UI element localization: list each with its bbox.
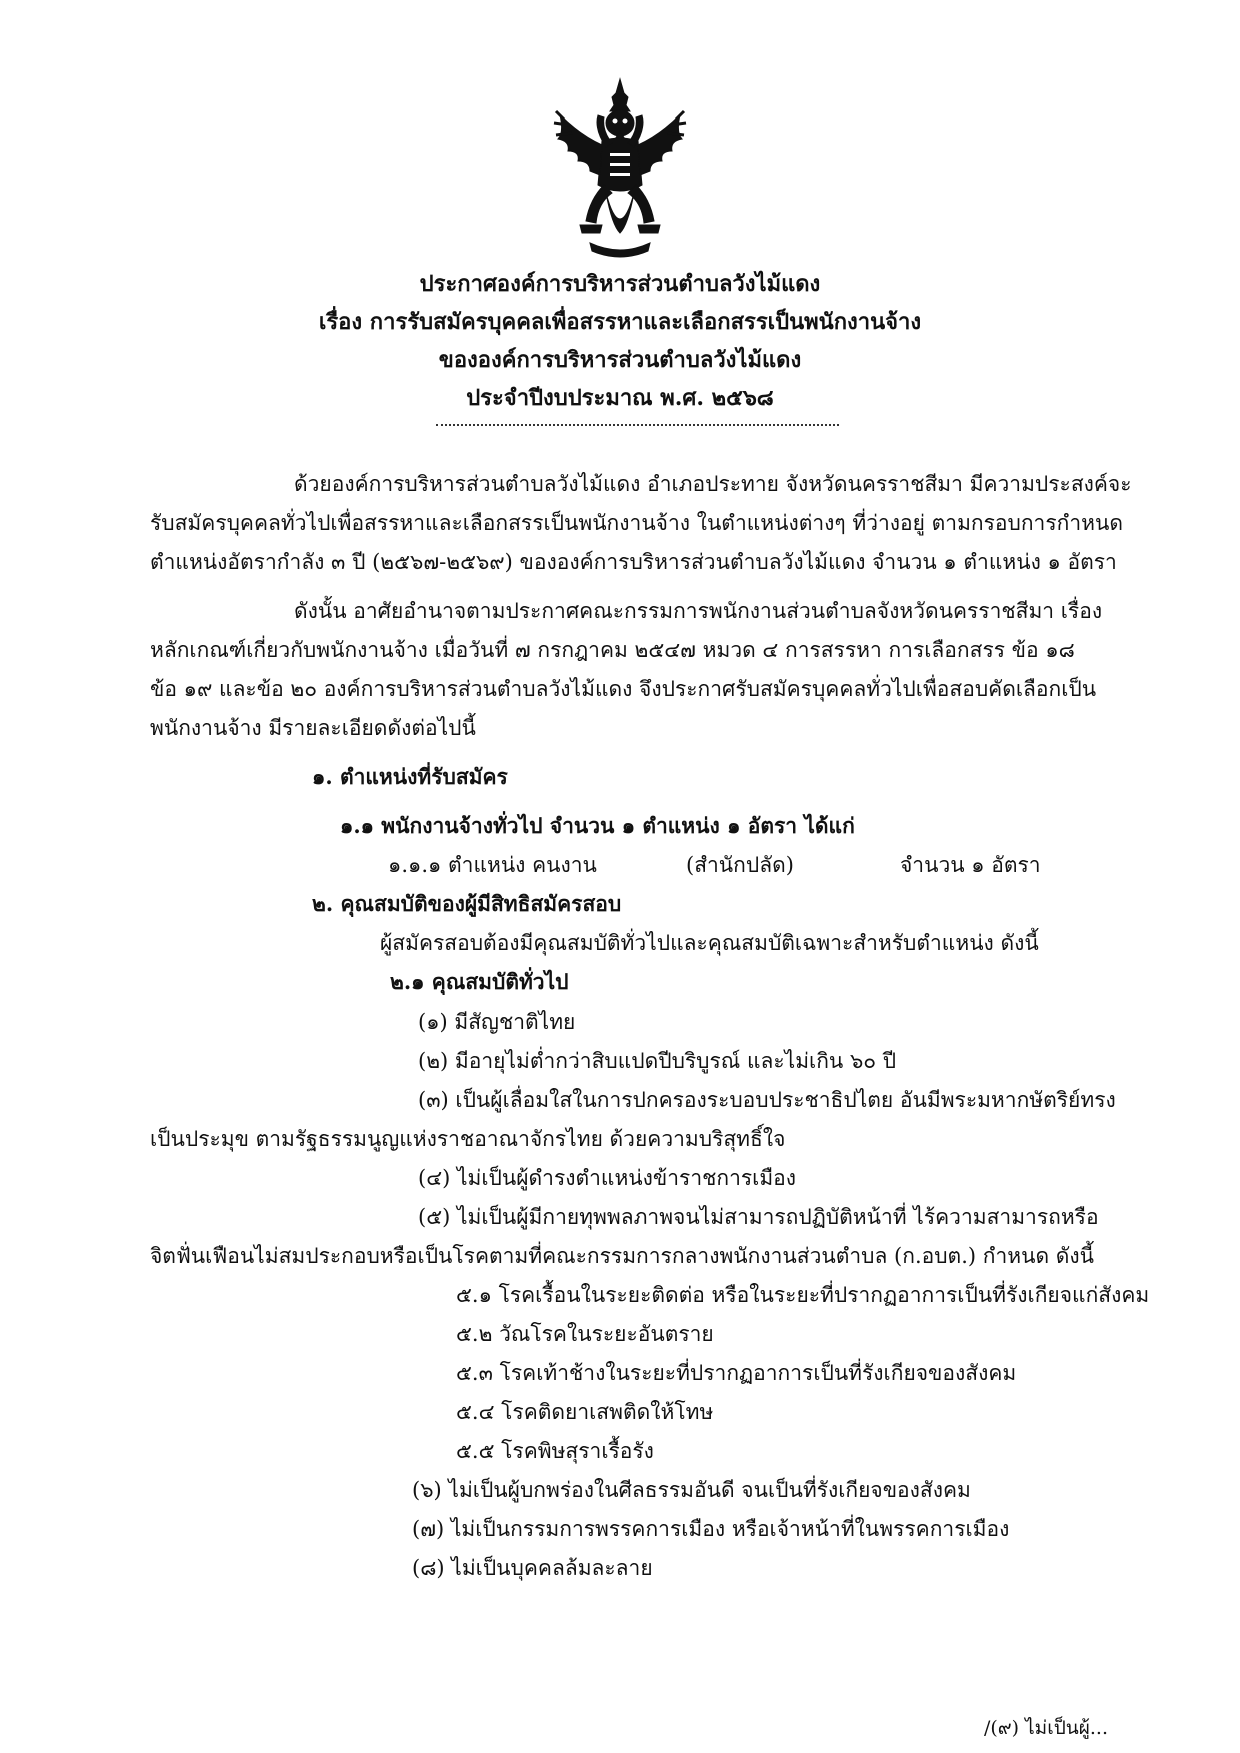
qualification-item-3-line2: เป็นประมุข ตามรัฐธรรมนูญแห่งราชอาณาจักรไทย ด้วยความบริสุทธิ์ใจ [150,1127,786,1151]
garuda-emblem-icon [550,75,690,263]
intro-p1-line1: ด้วยองค์การบริหารส่วนตำบลวังไม้แดง อำเภอประทาย จังหวัดนครราชสีมา มีความประสงค์จะ [294,472,1132,496]
announcement-title: ประกาศองค์การบริหารส่วนตำบลวังไม้แดง [419,271,821,297]
qualification-item-2: (๒) มีอายุไม่ต่ำกว่าสิบแปดปีบริบูรณ์ และไม่เกิน ๖๐ ปี [418,1049,897,1073]
intro-p2-line1: ดังนั้น อาศัยอำนาจตามประกาศคณะกรรมการพนักงานส่วนตำบลจังหวัดนครราชสีมา เรื่อง [294,599,1103,623]
qualification-item-1: (๑) มีสัญชาติไทย [418,1010,576,1034]
intro-p1-line2: รับสมัครบุคคลทั่วไปเพื่อสรรหาและเลือกสรรเป็นพนักงานจ้าง ในตำแหน่งต่างๆ ที่ว่างอยู่ ตามกรอบการกำหนด [150,511,1123,535]
intro-p1-line3: ตำแหน่งอัตรากำลัง ๓ ปี (๒๕๖๗-๒๕๖๙) ขององค์การบริหารส่วนตำบลวังไม้แดง จำนวน ๑ ตำแหน่ง ๑ อัตรา [150,550,1117,574]
qualification-item-7: (๗) ไม่เป็นกรรมการพรรคการเมือง หรือเจ้าหน้าที่ในพรรคการเมือง [412,1517,1010,1541]
fiscal-year: ประจำปีงบประมาณ พ.ศ. ๒๕๖๘ [466,385,774,411]
intro-p2-line4: พนักงานจ้าง มีรายละเอียดดังต่อไปนี้ [150,716,476,740]
qualification-item-8: (๘) ไม่เป็นบุคคลล้มละลาย [412,1556,653,1580]
announcement-subject-cont: ขององค์การบริหารส่วนตำบลวังไม้แดง [438,347,802,373]
disease-item-1: ๕.๑ โรคเรื้อนในระยะติดต่อ หรือในระยะที่ปรากฏอาการเป็นที่รังเกียจแก่สังคม [456,1283,1150,1307]
position-name: ๑.๑.๑ ตำแหน่ง คนงาน [388,853,597,877]
title-divider [436,424,839,426]
disease-item-2: ๕.๒ วัณโรคในระยะอันตราย [456,1322,714,1346]
qualification-item-5-line1: (๕) ไม่เป็นผู้มีกายทุพพลภาพจนไม่สามารถปฏิบัติหน้าที่ ไร้ความสามารถหรือ [418,1205,1099,1229]
section2-heading: ๒. คุณสมบัติของผู้มีสิทธิสมัครสอบ [312,891,622,916]
qualification-item-5-line2: จิตฟั่นเฟือนไม่สมประกอบหรือเป็นโรคตามที่คณะกรรมการกลางพนักงานส่วนตำบล (ก.อบต.) กำหนด ดังนี้ [150,1244,1095,1268]
page-continuation: /(๙) ไม่เป็นผู้... [983,1717,1108,1739]
section1-heading: ๑. ตำแหน่งที่รับสมัคร [312,764,508,789]
position-office: (สำนักปลัด) [686,853,794,877]
qualification-item-3-line1: (๓) เป็นผู้เลื่อมใสในการปกครองระบอบประชาธิปไตย อันมีพระมหากษัตริย์ทรง [418,1088,1116,1112]
announcement-subject: เรื่อง การรับสมัครบุคคลเพื่อสรรหาและเลือกสรรเป็นพนักงานจ้าง [318,309,922,335]
qualification-item-6: (๖) ไม่เป็นผู้บกพร่องในศีลธรรมอันดี จนเป็นที่รังเกียจของสังคม [412,1478,971,1502]
intro-p2-line2: หลักเกณฑ์เกี่ยวกับพนักงานจ้าง เมื่อวันที่ ๗ กรกฎาคม ๒๕๔๗ หมวด ๔ การสรรหา การเลือกสรร ข้อ ๑๘ [150,638,1075,662]
disease-item-4: ๕.๔ โรคติดยาเสพติดให้โทษ [456,1400,714,1424]
section1-subheading: ๑.๑ พนักงานจ้างทั่วไป จำนวน ๑ ตำแหน่ง ๑ อัตรา ได้แก่ [340,813,855,838]
section2-intro: ผู้สมัครสอบต้องมีคุณสมบัติทั่วไปและคุณสมบัติเฉพาะสำหรับตำแหน่ง ดังนี้ [380,931,1039,955]
qualification-item-4: (๔) ไม่เป็นผู้ดำรงตำแหน่งข้าราชการเมือง [418,1166,797,1190]
position-count: จำนวน ๑ อัตรา [900,853,1041,877]
disease-item-5: ๕.๕ โรคพิษสุราเรื้อรัง [456,1439,654,1463]
disease-item-3: ๕.๓ โรคเท้าช้างในระยะที่ปรากฏอาการเป็นที่รังเกียจของสังคม [456,1361,1017,1385]
intro-p2-line3: ข้อ ๑๙ และข้อ ๒๐ องค์การบริหารส่วนตำบลวังไม้แดง จึงประกาศรับสมัครบุคคลทั่วไปเพื่อสอบคัดเลือกเป็น [150,677,1097,701]
section2-subheading: ๒.๑ คุณสมบัติทั่วไป [390,969,569,994]
